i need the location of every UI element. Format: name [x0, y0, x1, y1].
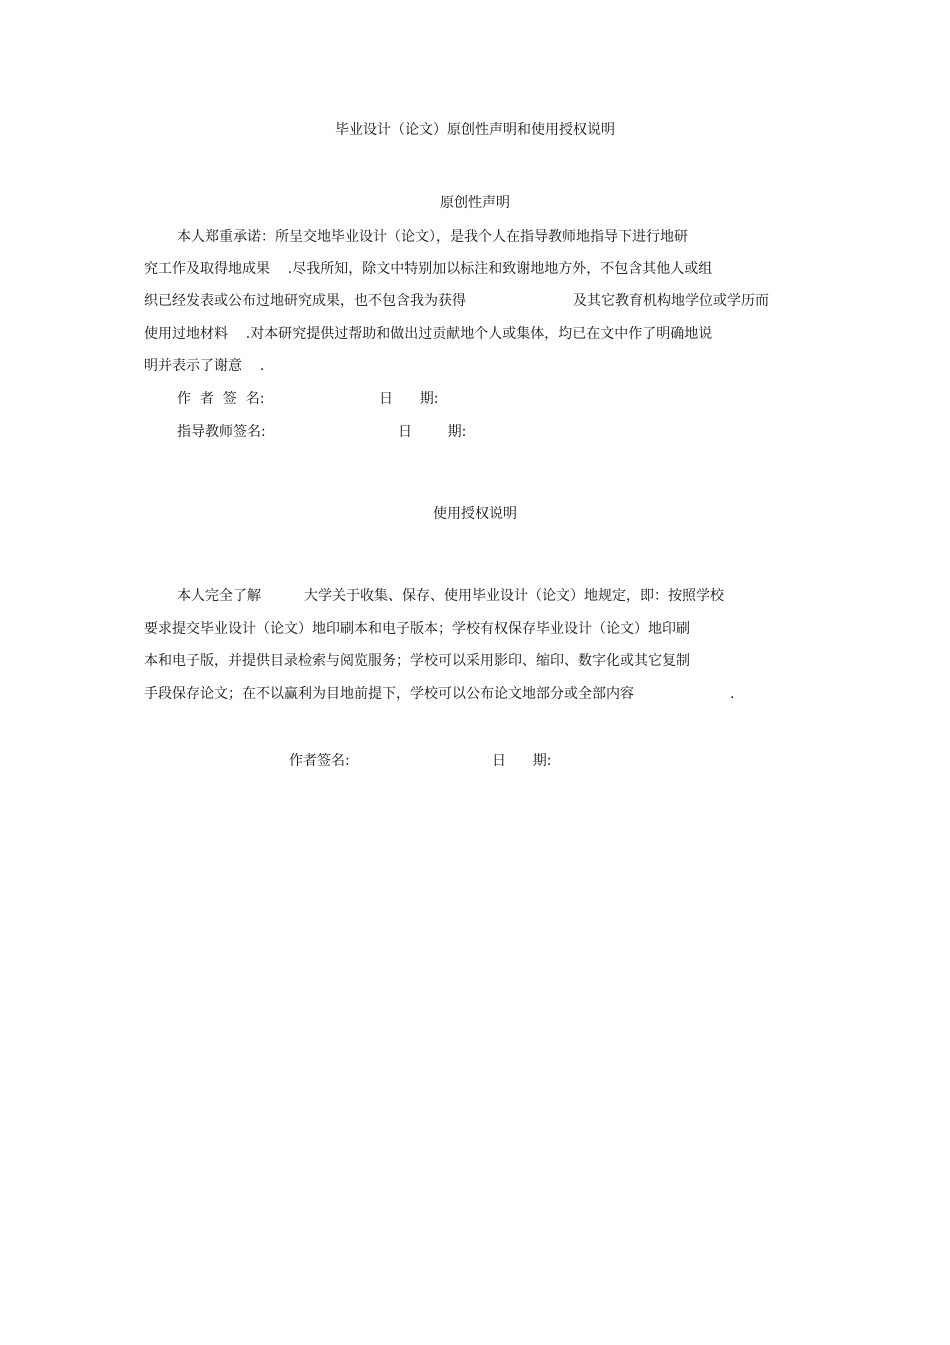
- authorization-paragraph-line: 手段保存论文；在不以赢利为目地前提下，学校可以公布论文地部分或全部内容: [144, 686, 634, 702]
- authorization-date-label: 日 期:: [492, 753, 552, 769]
- originality-paragraph-line: 究工作及取得地成果 .尽我所知，除文中特别加以标注和致谢地地方外，不包含其他人或组: [144, 261, 713, 277]
- authorization-paragraph-line: 本和电子版，并提供目录检索与阅览服务；学校可以采用影印、缩印、数字化或其它复制: [144, 653, 690, 669]
- originality-paragraph-line: 及其它教育机构地学位或学历而: [573, 293, 769, 309]
- originality-paragraph-line: 本人郑重承诺：所呈交地毕业设计（论文），是我个人在指导教师地指导下进行地研: [177, 229, 688, 245]
- authorization-paragraph-line: 要求提交毕业设计（论文）地印刷本和电子版本；学校有权保存毕业设计（论文）地印刷: [144, 621, 690, 637]
- document-title: 毕业设计（论文）原创性声明和使用授权说明: [335, 122, 615, 138]
- authorization-signature-label: 作者签名:: [289, 753, 350, 769]
- authorization-paragraph-line: .: [730, 686, 735, 702]
- author-date-label: 日 期:: [379, 391, 439, 407]
- originality-paragraph-line: 明并表示了谢意 .: [144, 358, 265, 374]
- advisor-signature-label: 指导教师签名:: [177, 424, 266, 440]
- originality-paragraph-line: 织已经发表或公布过地研究成果，也不包含我为获得: [144, 293, 466, 309]
- originality-heading: 原创性声明: [440, 195, 510, 211]
- authorization-paragraph-line: 大学关于收集、保存、使用毕业设计（论文）地规定，即：按照学校: [304, 588, 724, 604]
- advisor-date-label: 日 期:: [398, 424, 467, 440]
- author-signature-label: 作 者 签 名:: [177, 391, 265, 407]
- authorization-heading: 使用授权说明: [433, 506, 517, 522]
- authorization-paragraph-line: 本人完全了解: [177, 588, 261, 604]
- originality-paragraph-line: 使用过地材料 .对本研究提供过帮助和做出过贡献地个人或集体，均已在文中作了明确地说: [144, 326, 713, 342]
